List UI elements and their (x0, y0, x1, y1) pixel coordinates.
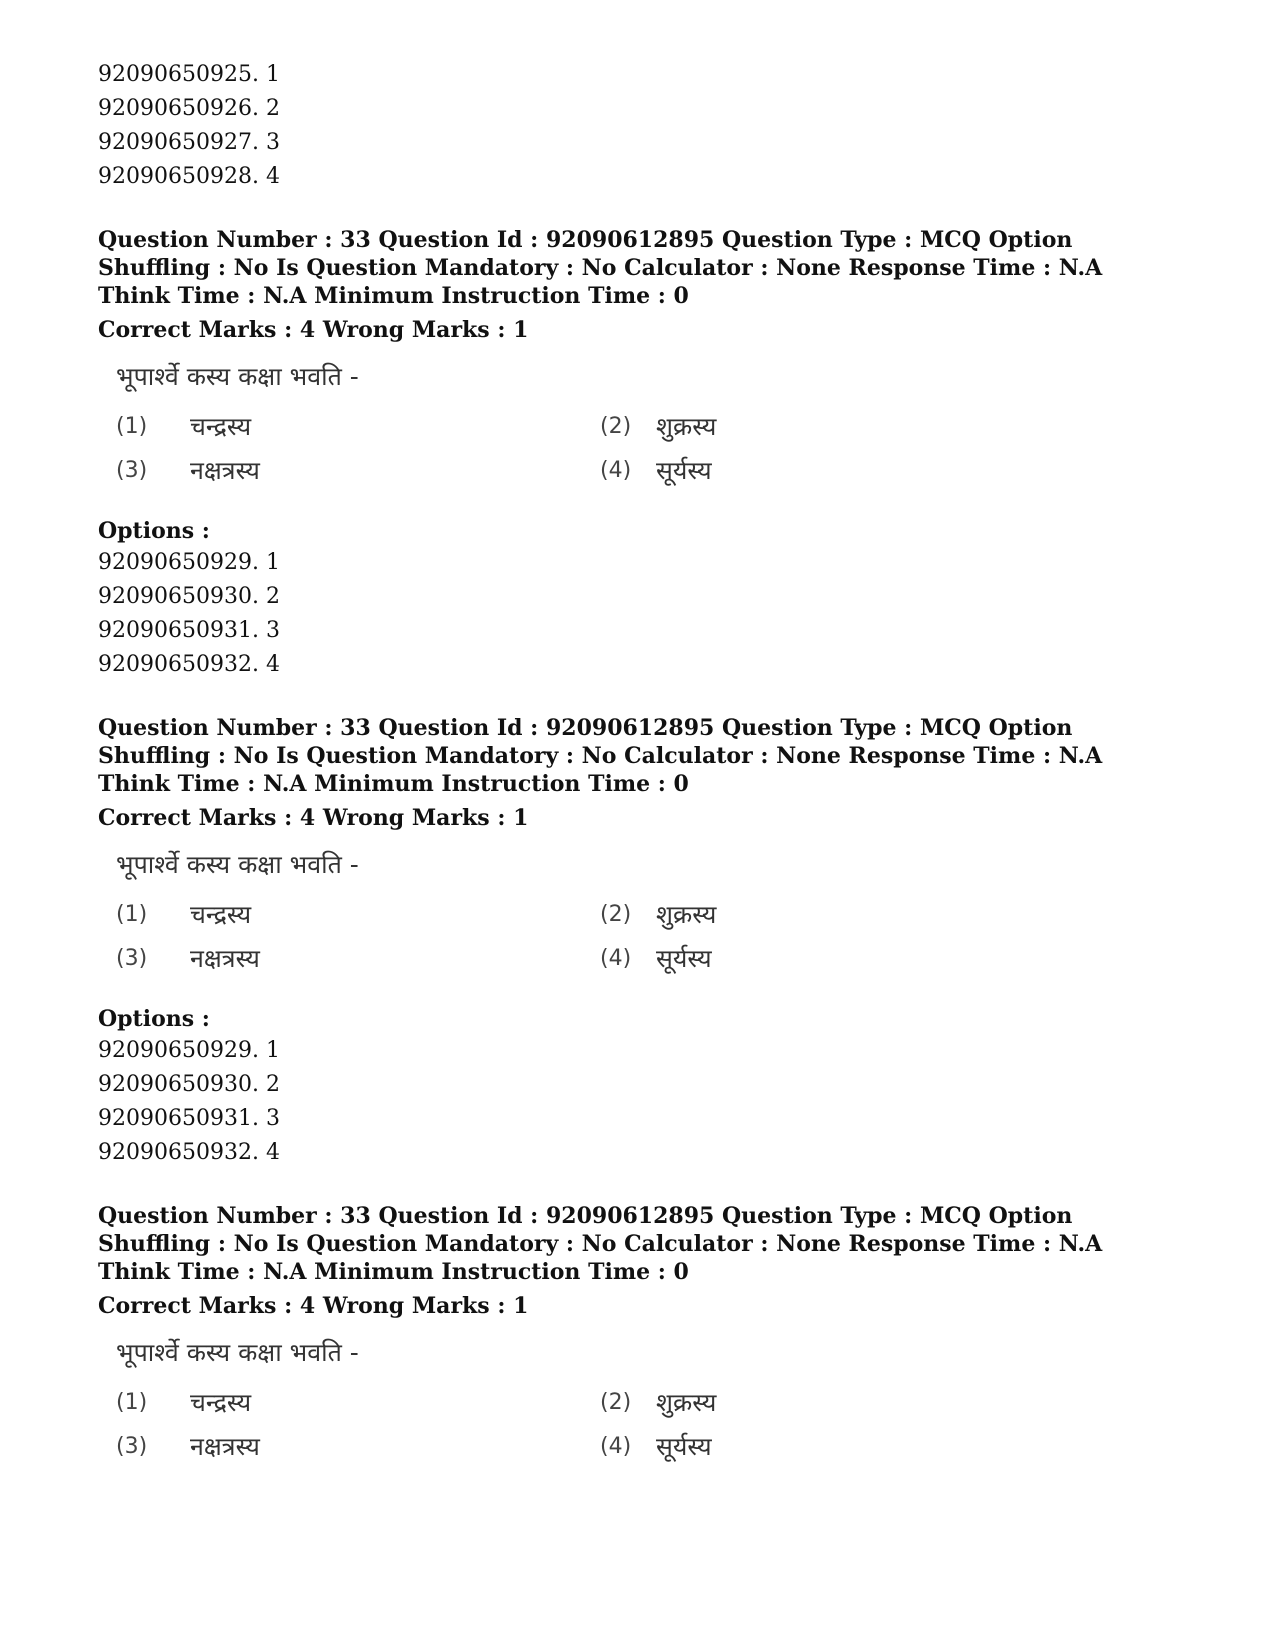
choice-text: शुक्रस्य (656, 1388, 717, 1417)
question-image (116, 1328, 736, 1468)
option-id-line: 92090650929. 1 (98, 550, 280, 575)
question-choices (116, 1380, 736, 1468)
choice-text: चन्द्रस्य (190, 1388, 252, 1417)
options-label: Options : (98, 518, 210, 544)
option-id-line: 92090650931. 3 (98, 1106, 280, 1131)
choice-number: (4) (600, 1433, 632, 1459)
choice-number: (3) (116, 1433, 148, 1459)
choice-text: चन्द्रस्य (190, 900, 252, 929)
option-list (98, 546, 1178, 682)
choice-text: शुक्रस्य (656, 900, 717, 929)
option-id-line: 92090650928. 4 (98, 164, 280, 189)
choice-number: (2) (600, 1389, 632, 1415)
choice-text: सूर्यस्य (656, 456, 712, 485)
question-header: Question Number : 33 Question Id : 92090612895 Question Type : MCQ Option Shuffling : No Is Question Mandatory : No Calculator : None Response Time : N.A Think Time : N.A Minimum Instruction Time : 0 (98, 227, 1103, 309)
question-block (98, 714, 1178, 1170)
choice-number: (4) (600, 945, 632, 971)
question-marks: Correct Marks : 4 Wrong Marks : 1 (98, 805, 529, 831)
question-block (98, 226, 1178, 682)
option-id-line: 92090650927. 3 (98, 130, 280, 155)
choice-number: (2) (600, 901, 632, 927)
option-id-line: 92090650932. 4 (98, 1140, 280, 1165)
question-block (98, 1202, 1178, 1468)
question-stem: भूपार्श्वे कस्य कक्षा भवति - (116, 362, 359, 391)
choice-text: नक्षत्रस्य (190, 456, 260, 485)
question-marks: Correct Marks : 4 Wrong Marks : 1 (98, 1293, 529, 1319)
choice-text: नक्षत्रस्य (190, 944, 260, 973)
top-option-list (98, 58, 1178, 194)
question-choices (116, 892, 736, 980)
option-id-line: 92090650929. 1 (98, 1038, 280, 1063)
question-image (116, 352, 736, 492)
choice-text: सूर्यस्य (656, 944, 712, 973)
choice-number: (1) (116, 413, 148, 439)
option-id-line: 92090650930. 2 (98, 1072, 280, 1097)
option-id-line: 92090650932. 4 (98, 652, 280, 677)
question-stem: भूपार्श्वे कस्य कक्षा भवति - (116, 850, 359, 879)
option-id-line: 92090650926. 2 (98, 96, 280, 121)
choice-number: (2) (600, 413, 632, 439)
question-header: Question Number : 33 Question Id : 92090612895 Question Type : MCQ Option Shuffling : No Is Question Mandatory : No Calculator : None Response Time : N.A Think Time : N.A Minimum Instruction Time : 0 (98, 1203, 1103, 1285)
option-id-line: 92090650925. 1 (98, 62, 280, 87)
choice-number: (4) (600, 457, 632, 483)
choice-text: शुक्रस्य (656, 412, 717, 441)
option-list (98, 1034, 1178, 1170)
choice-number: (3) (116, 457, 148, 483)
choice-number: (1) (116, 901, 148, 927)
option-id-line: 92090650930. 2 (98, 584, 280, 609)
document-page (98, 58, 1178, 1468)
question-header: Question Number : 33 Question Id : 92090612895 Question Type : MCQ Option Shuffling : No Is Question Mandatory : No Calculator : None Response Time : N.A Think Time : N.A Minimum Instruction Time : 0 (98, 715, 1103, 797)
choice-text: चन्द्रस्य (190, 412, 252, 441)
question-image (116, 840, 736, 980)
choice-number: (3) (116, 945, 148, 971)
choice-text: नक्षत्रस्य (190, 1432, 260, 1461)
choice-text: सूर्यस्य (656, 1432, 712, 1461)
choice-number: (1) (116, 1389, 148, 1415)
question-choices (116, 404, 736, 492)
options-label: Options : (98, 1006, 210, 1032)
question-stem: भूपार्श्वे कस्य कक्षा भवति - (116, 1338, 359, 1367)
option-id-line: 92090650931. 3 (98, 618, 280, 643)
question-marks: Correct Marks : 4 Wrong Marks : 1 (98, 317, 529, 343)
